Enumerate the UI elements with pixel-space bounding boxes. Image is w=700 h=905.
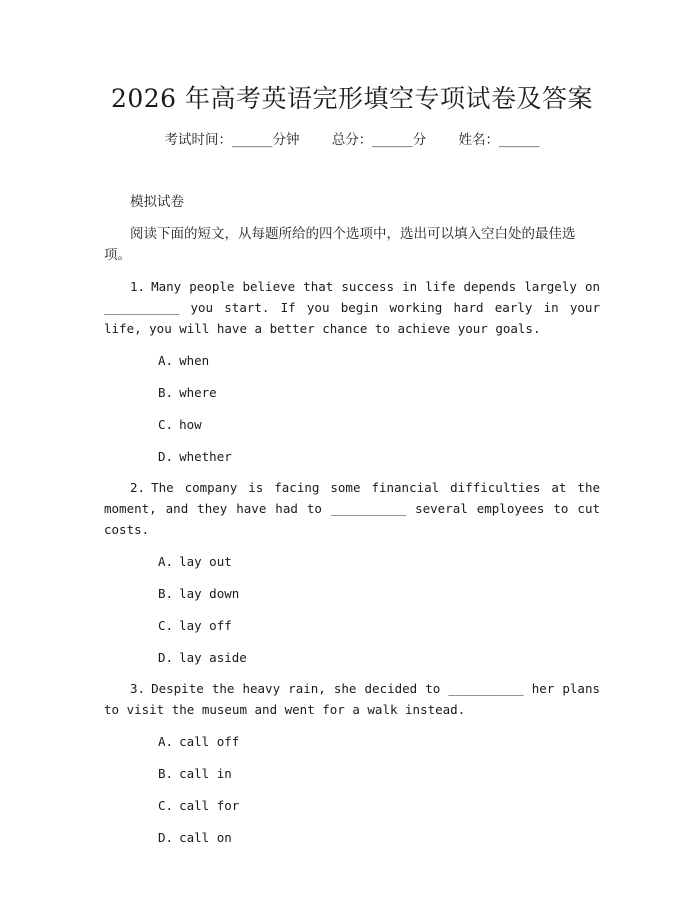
exam-time-field: 考试时间：______分钟	[164, 132, 300, 148]
total-score-field: 总分：______分	[331, 132, 427, 148]
student-name-field: 姓名：______	[458, 132, 540, 148]
option-text: call off	[179, 734, 240, 749]
section-label: 模拟试卷	[130, 194, 184, 210]
question-text: Many people believe that success in life depends largely on __________ you start. If you begin working hard early in your life, you will have a better chance to achieve your goals.	[104, 279, 600, 336]
option-d	[104, 647, 600, 668]
option-letter: D.	[158, 449, 174, 464]
option-b	[104, 382, 600, 403]
option-text: call on	[179, 830, 232, 845]
option-letter: A.	[158, 554, 174, 569]
question-text: Despite the heavy rain, she decided to __________ her plans to visit the museum and went for a walk instead.	[104, 681, 600, 717]
option-list	[104, 731, 600, 848]
question-number: 3.	[130, 681, 146, 696]
page-title: 2026 年高考英语完形填空专项试卷及答案	[110, 84, 594, 113]
option-text: lay out	[179, 554, 232, 569]
option-text: lay down	[179, 586, 240, 601]
question-3	[104, 678, 600, 848]
option-d	[104, 827, 600, 848]
option-letter: C.	[158, 618, 174, 633]
option-b	[104, 763, 600, 784]
option-a	[104, 350, 600, 371]
option-c	[104, 795, 600, 816]
exam-meta	[104, 130, 600, 150]
option-text: whether	[179, 449, 232, 464]
option-letter: A.	[158, 353, 174, 368]
option-a	[104, 731, 600, 752]
option-letter: C.	[158, 798, 174, 813]
option-text: when	[179, 353, 210, 368]
option-text: where	[179, 385, 217, 400]
option-a	[104, 551, 600, 572]
question-number: 1.	[130, 279, 146, 294]
option-c	[104, 615, 600, 636]
option-text: lay aside	[179, 650, 247, 665]
option-text: call for	[179, 798, 240, 813]
option-text: how	[179, 417, 202, 432]
option-letter: D.	[158, 650, 174, 665]
option-letter: C.	[158, 417, 174, 432]
question-stem	[104, 477, 600, 540]
question-2	[104, 477, 600, 668]
option-letter: B.	[158, 586, 174, 601]
option-letter: A.	[158, 734, 174, 749]
instruction-text: 阅读下面的短文，从每题所给的四个选项中，选出可以填入空白处的最佳选项。	[104, 226, 576, 263]
option-letter: B.	[158, 766, 174, 781]
question-number: 2.	[130, 480, 146, 495]
option-text: lay off	[179, 618, 232, 633]
question-stem	[104, 276, 600, 339]
question-1	[104, 276, 600, 467]
option-letter: D.	[158, 830, 174, 845]
option-letter: B.	[158, 385, 174, 400]
option-list	[104, 350, 600, 467]
option-list	[104, 551, 600, 668]
option-d	[104, 446, 600, 467]
question-text: The company is facing some financial difficulties at the moment, and they have had to __________ several employees to cut costs.	[104, 480, 600, 537]
option-c	[104, 414, 600, 435]
option-b	[104, 583, 600, 604]
option-text: call in	[179, 766, 232, 781]
question-stem	[104, 678, 600, 720]
